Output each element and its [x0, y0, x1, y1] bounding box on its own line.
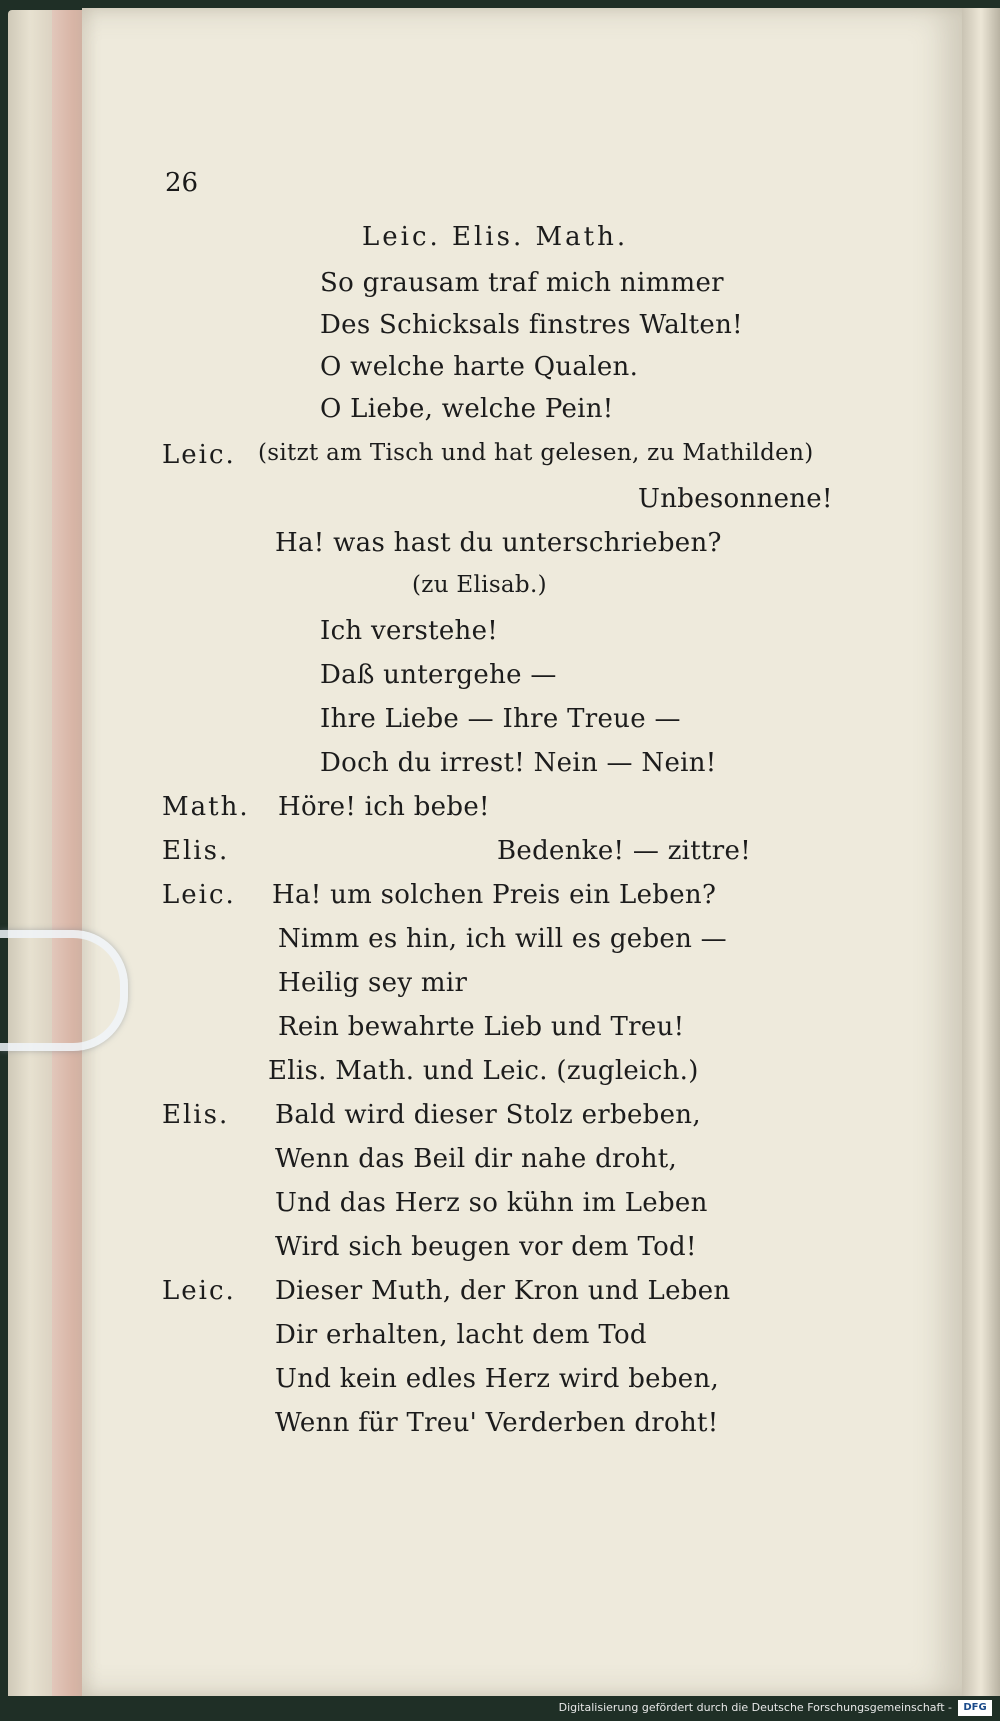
- stage-direction: (sitzt am Tisch und hat gelesen, zu Mathilden): [258, 440, 814, 466]
- verse-line: Ha! um solchen Preis ein Leben?: [272, 880, 717, 910]
- book-edge-right: [962, 8, 1000, 1708]
- verse-line: Nimm es hin, ich will es geben —: [278, 924, 727, 954]
- funding-credit: Digitalisierung gefördert durch die Deutsche Forschungsgemeinschaft -: [558, 1701, 952, 1714]
- verse-line: Höre! ich bebe!: [278, 792, 490, 822]
- verse-line: Rein bewahrte Lieb und Treu!: [278, 1012, 685, 1042]
- book-spine-edge: [52, 10, 86, 1700]
- verse-line: Wenn für Treu' Verderben droht!: [275, 1408, 719, 1438]
- verse-line: Dieser Muth, der Kron und Leben: [275, 1276, 731, 1306]
- verse-line: Dir erhalten, lacht dem Tod: [275, 1320, 647, 1350]
- dfg-logo: DFG: [958, 1700, 992, 1716]
- speaker-label: Math.: [162, 792, 250, 822]
- page-clip: [0, 930, 128, 1051]
- verse-line: Und kein edles Herz wird beben,: [275, 1364, 720, 1394]
- verse-line: Wird sich beugen vor dem Tod!: [275, 1232, 697, 1262]
- speaker-label: Elis.: [162, 836, 230, 866]
- verse-line: Des Schicksals finstres Walten!: [320, 310, 743, 340]
- speaker-label: Leic.: [162, 440, 236, 470]
- verse-line: Und das Herz so kühn im Leben: [275, 1188, 708, 1218]
- verse-line: Doch du irrest! Nein — Nein!: [320, 748, 717, 778]
- verse-line: O Liebe, welche Pein!: [320, 394, 614, 424]
- verse-line: Ihre Liebe — Ihre Treue —: [320, 704, 681, 734]
- verse-line: Bald wird dieser Stolz erbeben,: [275, 1100, 701, 1130]
- speaker-label: Leic.: [162, 880, 236, 910]
- verse-line: Unbesonnene!: [638, 484, 833, 514]
- verse-line: So grausam traf mich nimmer: [320, 268, 724, 298]
- verse-line: Bedenke! — zittre!: [497, 836, 751, 866]
- verse-line: Ha! was hast du unterschrieben?: [275, 528, 722, 558]
- stage-direction: Elis. Math. und Leic. (zugleich.): [268, 1056, 699, 1086]
- stage-direction: (zu Elisab.): [412, 572, 547, 598]
- speaker-label: Elis.: [162, 1100, 230, 1130]
- speaker-label: Leic.: [162, 1276, 236, 1306]
- scene-heading: Leic. Elis. Math.: [362, 222, 629, 252]
- verse-line: Heilig sey mir: [278, 968, 468, 998]
- page-number: 26: [165, 168, 199, 198]
- verse-line: Daß untergehe —: [320, 660, 557, 690]
- verse-line: O welche harte Qualen.: [320, 352, 639, 382]
- verse-line: Wenn das Beil dir nahe droht,: [275, 1144, 678, 1174]
- verse-line: Ich verstehe!: [320, 616, 499, 646]
